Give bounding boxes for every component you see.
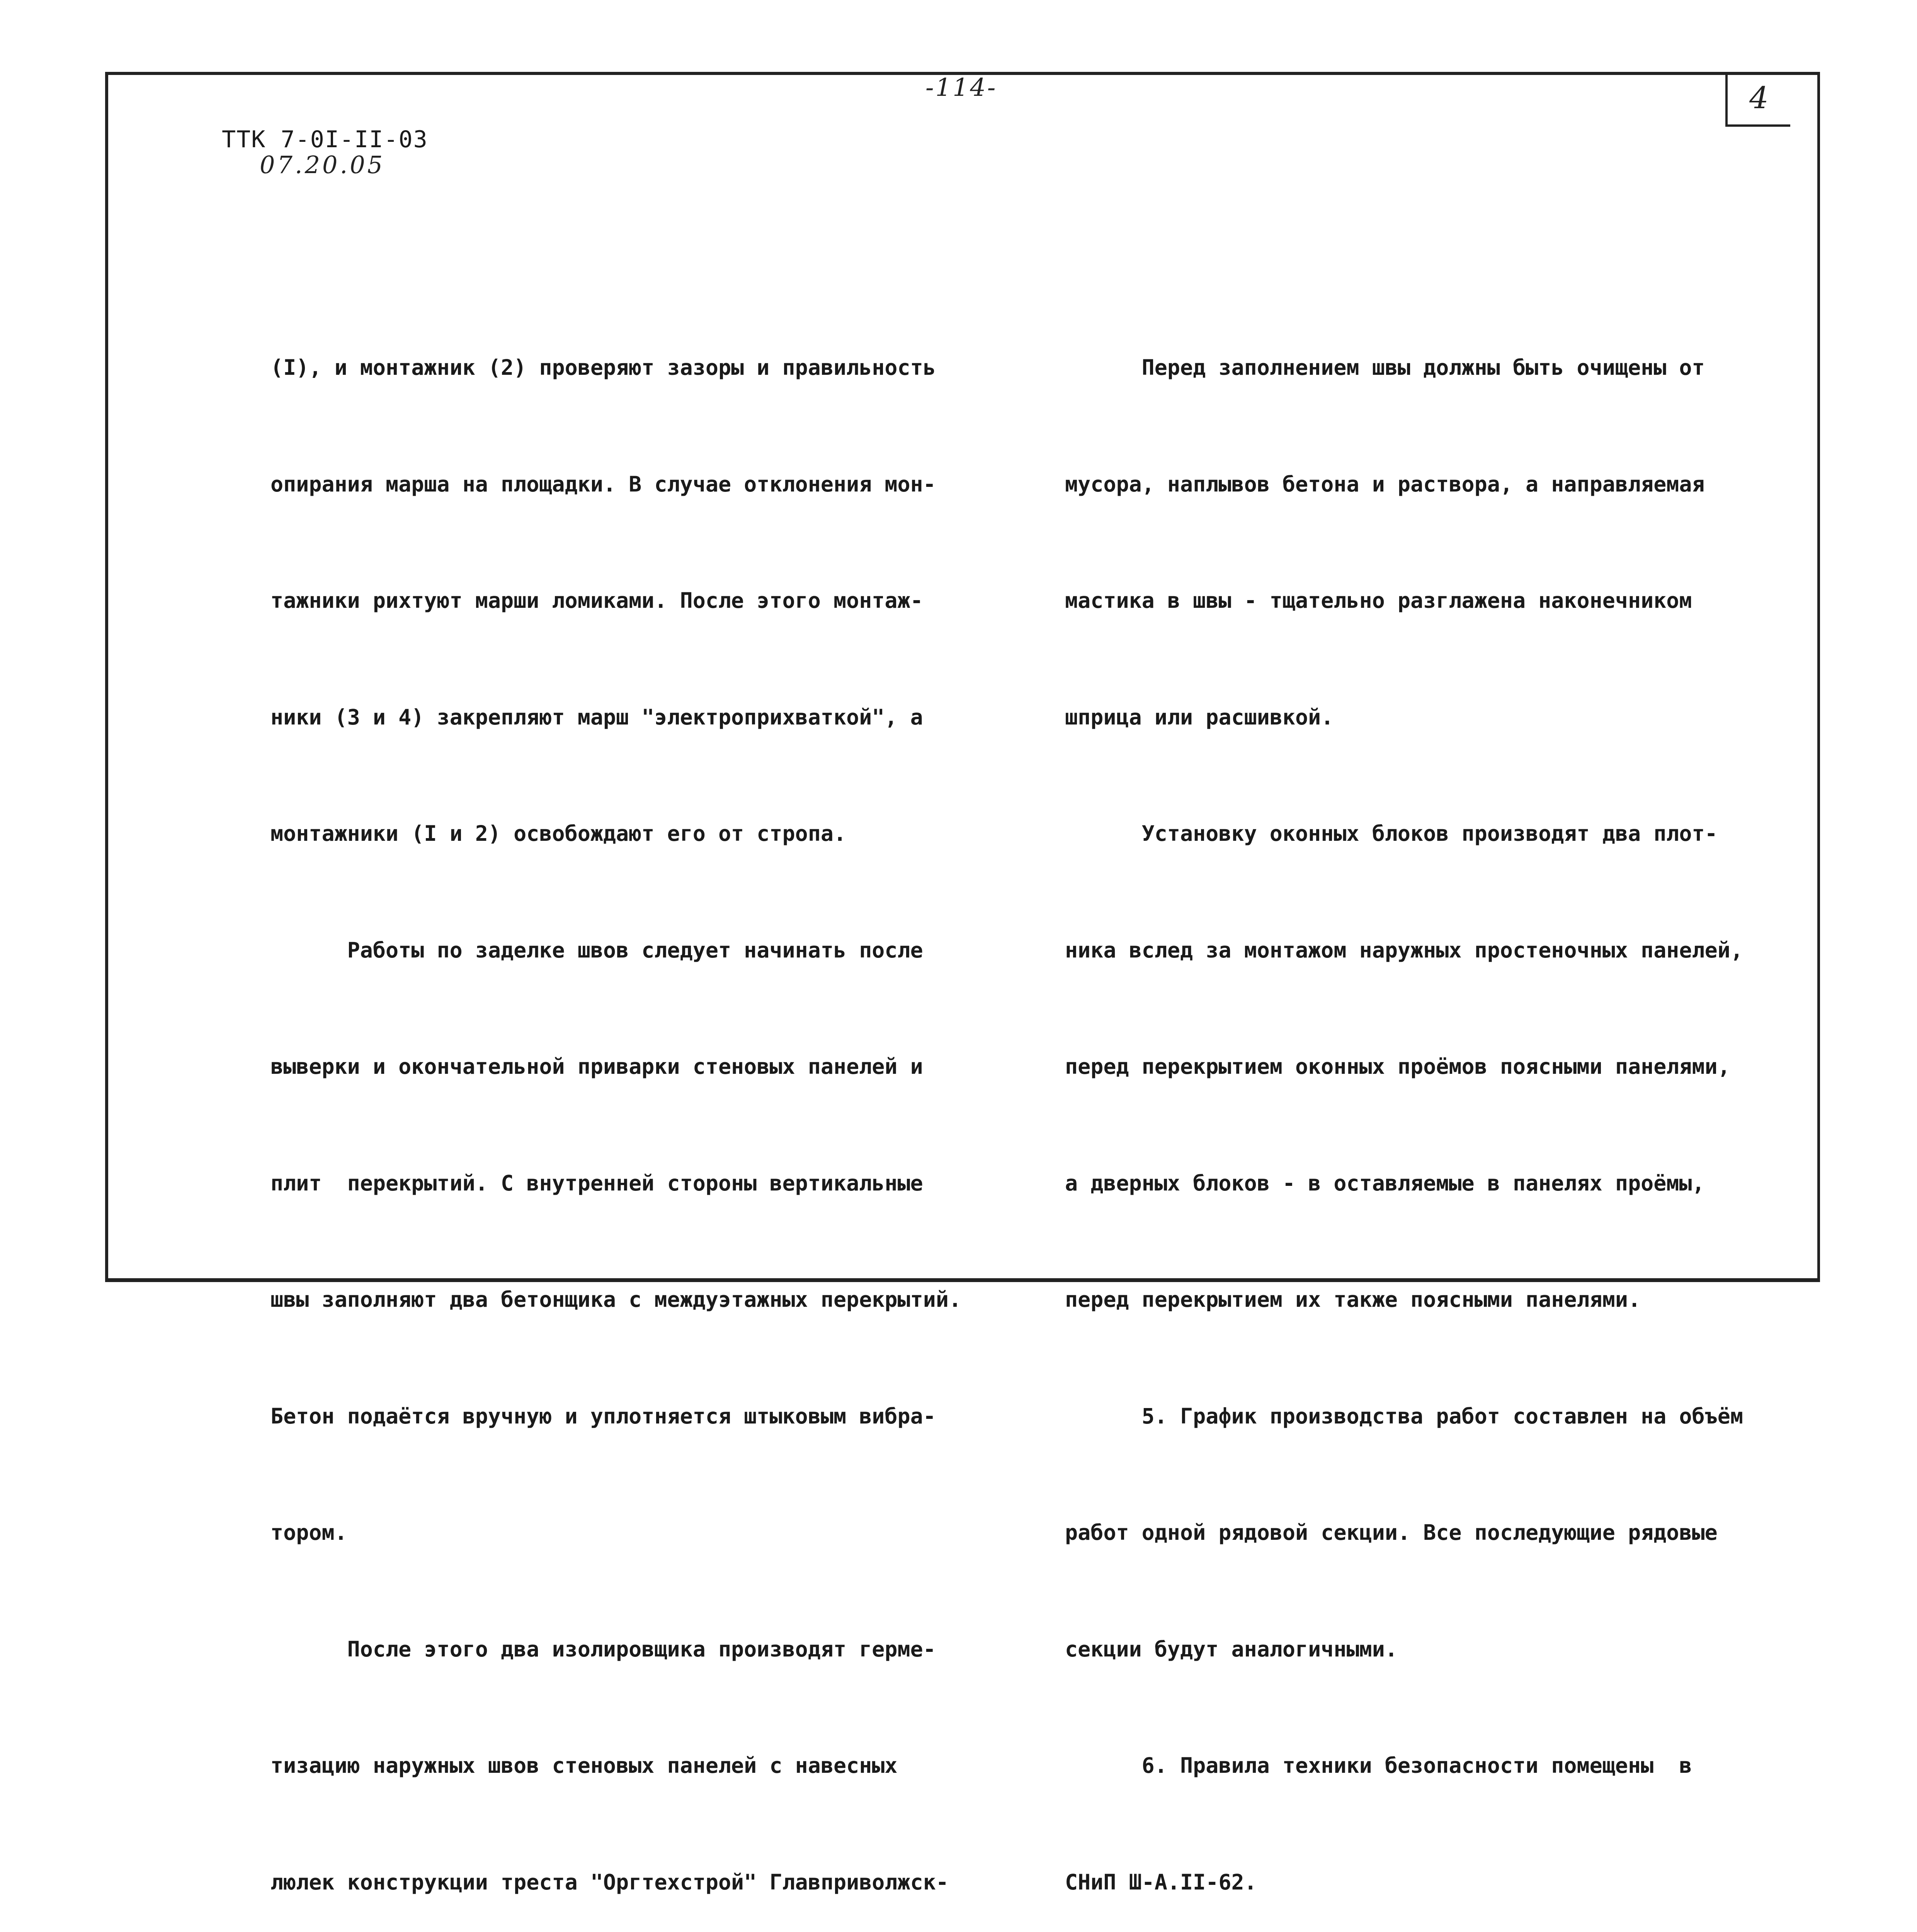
text-line: ники (3 и 4) закрепляют марш "электроприхваткой", а bbox=[270, 704, 923, 730]
text-line: После этого два изолировщика производят герме- bbox=[270, 1636, 936, 1662]
text-line: тором. bbox=[270, 1520, 347, 1545]
text-line: тажники рихтуют марши ломиками. После этого монтаж- bbox=[270, 588, 923, 613]
text-line: перед перекрытием оконных проёмов поясными панелями, bbox=[1065, 1054, 1730, 1079]
text-line: работ одной рядовой секции. Все последующие рядовые bbox=[1065, 1520, 1718, 1545]
text-line: монтажники (I и 2) освобождают его от стропа. bbox=[270, 821, 847, 846]
text-line: а дверных блоков - в оставляемые в панелях проёмы, bbox=[1065, 1170, 1705, 1196]
text-line: 6. Правила техники безопасности помещены в bbox=[1065, 1753, 1692, 1778]
text-line: мусора, наплывов бетона и раствора, а направляемая bbox=[1065, 471, 1705, 497]
text-line: Работы по заделке швов следует начинать после bbox=[270, 937, 923, 963]
right-text-column bbox=[1065, 270, 1743, 1932]
document-date: 07.20.05 bbox=[260, 151, 385, 179]
text-line: 5. График производства работ составлен на объём bbox=[1065, 1403, 1743, 1429]
document-code: ТТК 7-0I-II-03 bbox=[222, 126, 428, 153]
text-line: мастика в швы - тщательно разглажена наконечником bbox=[1065, 588, 1692, 613]
text-line: Установку оконных блоков производят два плот- bbox=[1065, 821, 1718, 846]
text-line: ника вслед за монтажом наружных простеночных панелей, bbox=[1065, 937, 1743, 963]
text-line: плит перекрытий. С внутренней стороны вертикальные bbox=[270, 1170, 923, 1196]
sheet-number-box bbox=[1725, 72, 1790, 127]
text-line: опирания марша на площадки. В случае отклонения мон- bbox=[270, 471, 936, 497]
page-number: -114- bbox=[925, 73, 997, 102]
text-line: СНиП Ш-А.II-62. bbox=[1065, 1869, 1257, 1895]
text-line: секции будут аналогичными. bbox=[1065, 1636, 1398, 1662]
sheet-number: 4 bbox=[1749, 81, 1769, 116]
text-line: швы заполняют два бетонщика с междуэтажных перекрытий. bbox=[270, 1287, 962, 1312]
text-line: Перед заполнением швы должны быть очищены от bbox=[1065, 355, 1705, 380]
text-line: перед перекрытием их также поясными панелями. bbox=[1065, 1287, 1641, 1312]
text-line: тизацию наружных швов стеновых панелей с навесных bbox=[270, 1753, 898, 1778]
text-line: выверки и окончательной приварки стеновых панелей и bbox=[270, 1054, 923, 1079]
text-line: шприца или расшивкой. bbox=[1065, 704, 1334, 730]
text-line: Бетон подаётся вручную и уплотняется штыковым вибра- bbox=[270, 1403, 936, 1429]
text-line: люлек конструкции треста "Оргтехстрой" Главприволжск- bbox=[270, 1869, 949, 1895]
left-text-column bbox=[270, 270, 961, 1932]
text-line: (I), и монтажник (2) проверяют зазоры и правильность bbox=[270, 355, 936, 380]
